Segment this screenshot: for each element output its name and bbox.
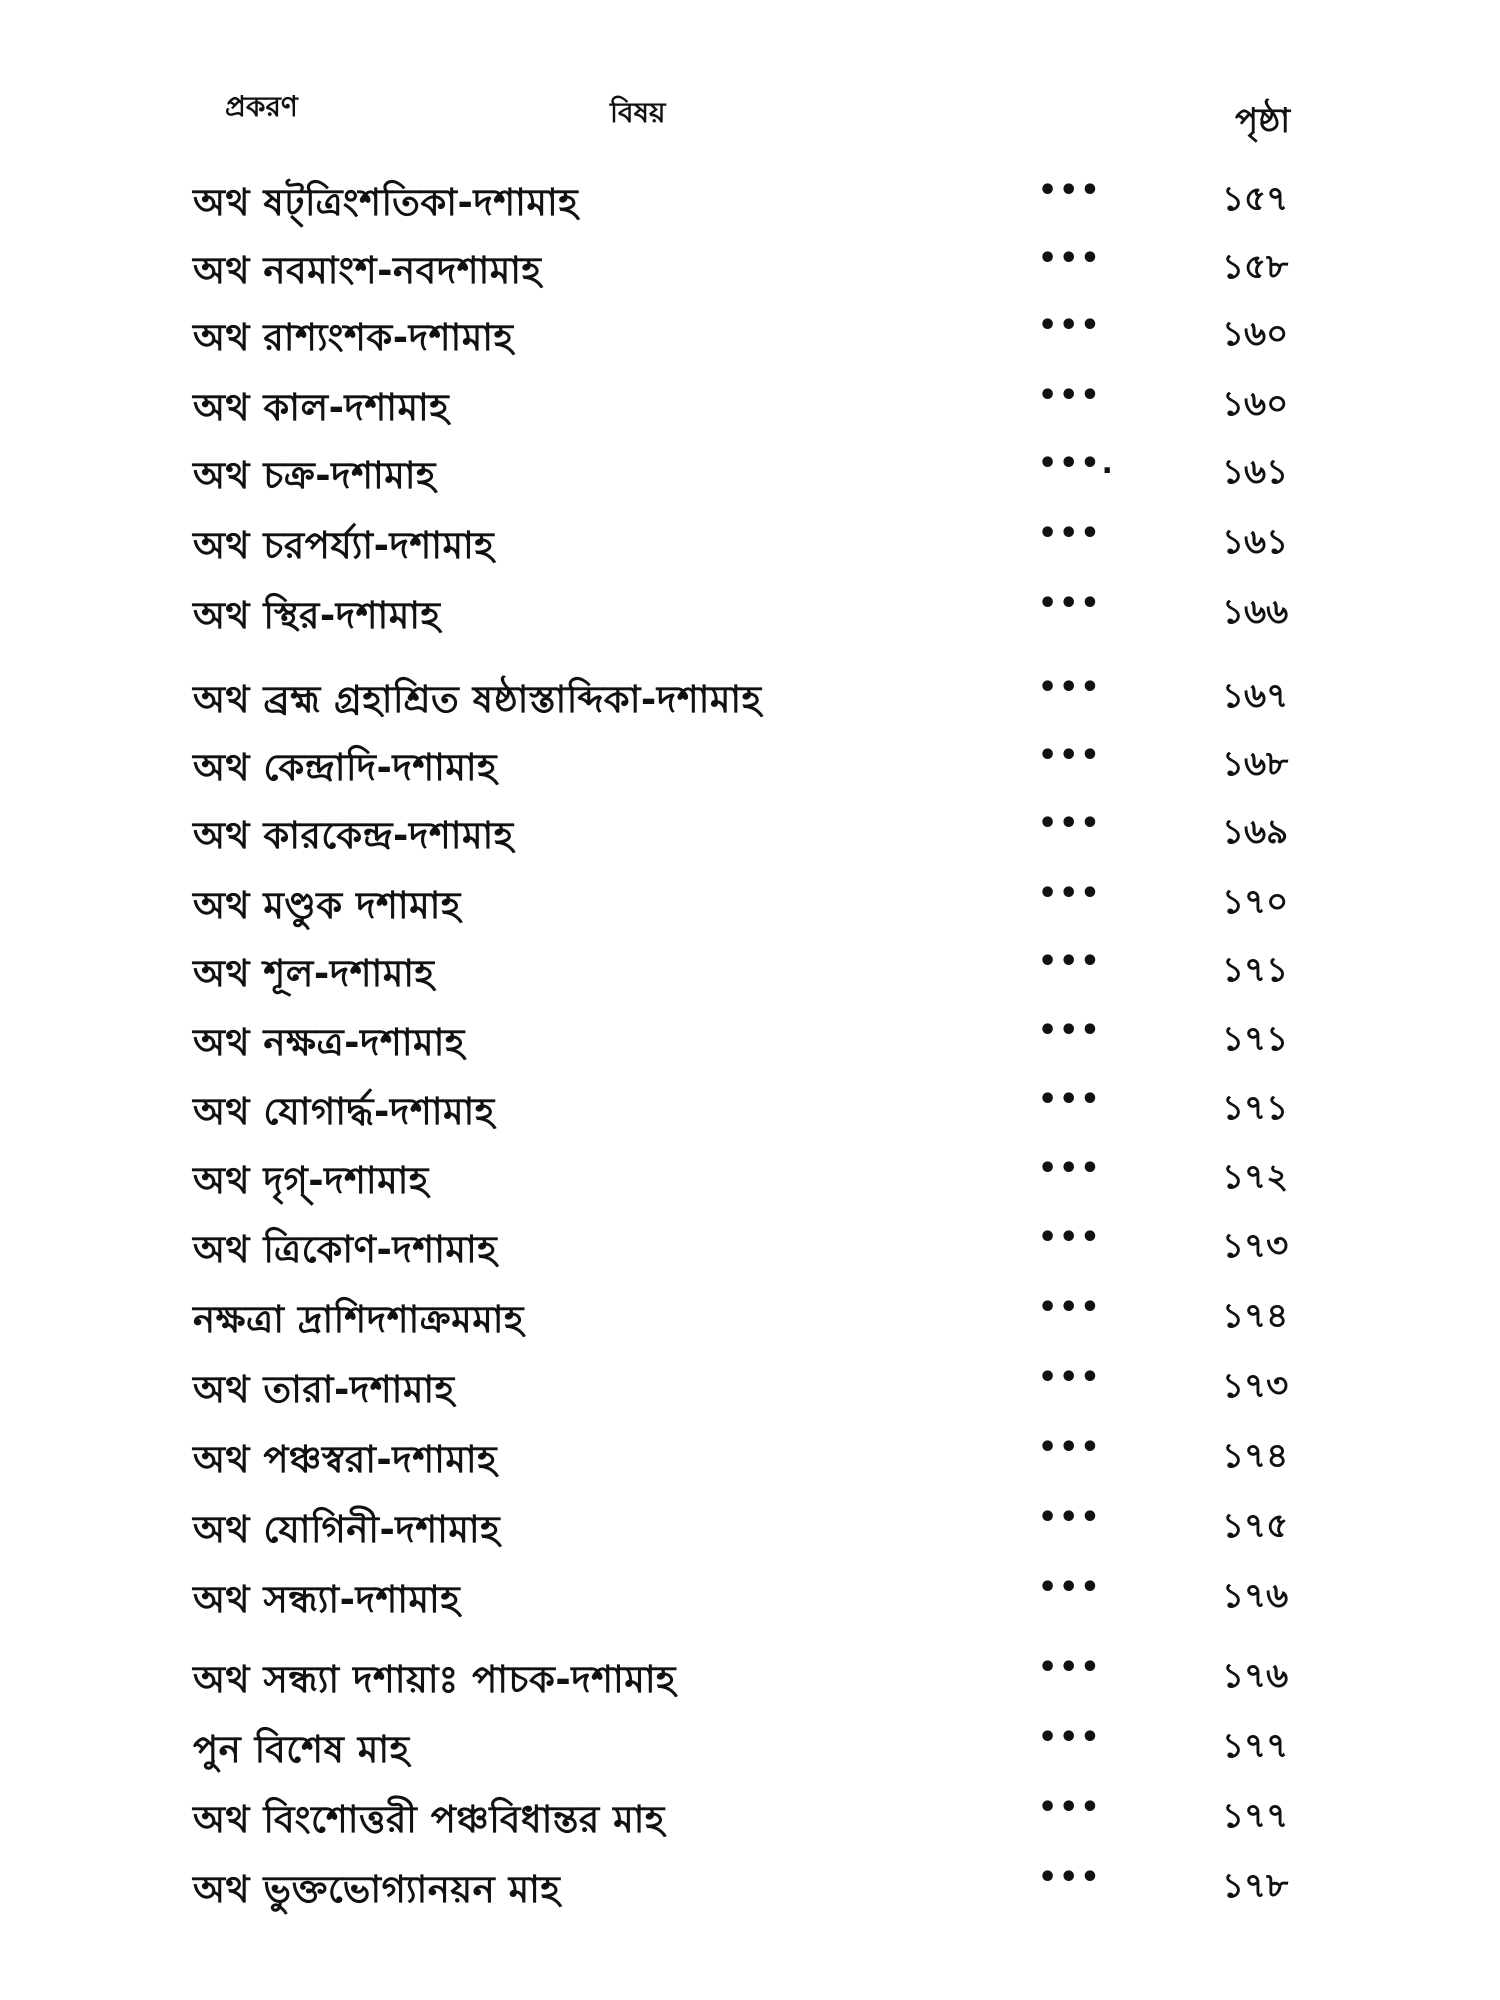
- leader-dots: •••: [1038, 1720, 1102, 1755]
- toc-entry-title: অথ নক্ষত্র-দশামাহ: [193, 1021, 465, 1064]
- toc-row: [0, 868, 1500, 928]
- subject-column-heading: বিষয়: [610, 96, 666, 129]
- leader-dots: •••: [1038, 1570, 1102, 1605]
- toc-row: [0, 1352, 1500, 1412]
- toc-entry-title: অথ চক্র-দশামাহ: [193, 454, 436, 497]
- toc-entry-page: ১৭৪: [1222, 1436, 1289, 1476]
- toc-entry-title: অথ পঞ্চস্বরা-দশামাহ: [193, 1438, 498, 1481]
- toc-entry-title: অথ কারকেন্দ্র-দশামাহ: [193, 814, 514, 857]
- toc-entry-title: অথ ভুক্তভোগ্যানয়ন মাহ: [193, 1868, 561, 1911]
- toc-row: [0, 1782, 1500, 1842]
- toc-entry-page: ১৭৬: [1222, 1656, 1289, 1696]
- leader-dots: •••: [1038, 944, 1102, 979]
- page-column-heading: পৃষ্ঠা: [1235, 101, 1291, 141]
- toc-entry-title: অথ শূল-দশামাহ: [193, 952, 435, 995]
- toc-entry-title: অথ চরপর্য্যা-দশামাহ: [193, 524, 495, 567]
- leader-dots: •••: [1038, 1220, 1102, 1255]
- toc-entry-title: অথ বিংশোত্তরী পঞ্চবিধান্তর মাহ: [193, 1798, 665, 1841]
- toc-entry-page: ১৭৪: [1222, 1296, 1289, 1336]
- toc-header: [0, 85, 1500, 145]
- toc-entry-title: অথ দৃগ্‌-দশামাহ: [193, 1159, 429, 1202]
- toc-entry-page: ১৬৭: [1222, 676, 1289, 716]
- toc-entry-page: ১৫৭: [1222, 179, 1289, 219]
- toc-row: [0, 1212, 1500, 1272]
- toc-entry-page: ১৬১: [1222, 522, 1289, 562]
- toc-entry-page: ১৭১: [1222, 1088, 1289, 1128]
- toc-entry-page: ১৬৮: [1222, 744, 1289, 784]
- toc-row: [0, 233, 1500, 293]
- leader-dots: •••: [1038, 876, 1102, 911]
- toc-row: [0, 1143, 1500, 1203]
- toc-row: [0, 798, 1500, 858]
- leader-dots: •••: [1038, 516, 1102, 551]
- leader-dots: •••: [1038, 670, 1102, 705]
- toc-row: [0, 730, 1500, 790]
- leader-dots: •••: [1038, 806, 1102, 841]
- leader-dots: •••.: [1038, 446, 1115, 481]
- toc-entry-page: ১৭১: [1222, 1019, 1289, 1059]
- leader-dots: •••: [1038, 241, 1102, 276]
- toc-entry-page: ১৫৮: [1222, 247, 1289, 287]
- leader-dots: •••: [1038, 308, 1102, 343]
- toc-entry-page: ১৭২: [1222, 1157, 1289, 1197]
- toc-row: [0, 300, 1500, 360]
- toc-entry-page: ১৭৩: [1222, 1366, 1289, 1406]
- leader-dots: •••: [1038, 738, 1102, 773]
- toc-entry-title: অথ সন্ধ্যা-দশামাহ: [193, 1578, 461, 1621]
- toc-row: [0, 1282, 1500, 1342]
- leader-dots: •••: [1038, 1290, 1102, 1325]
- leader-dots: •••: [1038, 1082, 1102, 1117]
- toc-row: [0, 662, 1500, 722]
- toc-entry-page: ১৬০: [1222, 314, 1289, 354]
- toc-entry-title: অথ মণ্ডুক দশামাহ: [193, 884, 461, 927]
- toc-row: [0, 1562, 1500, 1622]
- leader-dots: •••: [1038, 1013, 1102, 1048]
- toc-row: [0, 438, 1500, 498]
- toc-row: [0, 370, 1500, 430]
- toc-entry-title: অথ স্থির-দশামাহ: [193, 594, 441, 637]
- leader-dots: •••: [1038, 1151, 1102, 1186]
- section-column-heading: প্রকরণ: [225, 90, 298, 123]
- toc-row: [0, 1852, 1500, 1912]
- toc-entry-page: ১৭৭: [1222, 1796, 1289, 1836]
- leader-dots: •••: [1038, 586, 1102, 621]
- toc-entry-page: ১৭৩: [1222, 1226, 1289, 1266]
- toc-entry-title: অথ ত্রিকোণ-দশামাহ: [193, 1228, 498, 1271]
- toc-entry-page: ১৬০: [1222, 384, 1289, 424]
- toc-row: [0, 1492, 1500, 1552]
- toc-entry-title: অথ যোগিনী-দশামাহ: [193, 1508, 501, 1551]
- toc-row: [0, 1005, 1500, 1065]
- leader-dots: •••: [1038, 1650, 1102, 1685]
- toc-row: [0, 1642, 1500, 1702]
- toc-entry-title: নক্ষত্রা দ্রাশিদশাক্রমমাহ: [193, 1298, 524, 1341]
- toc-entry-title: অথ কাল-দশামাহ: [193, 386, 450, 429]
- leader-dots: •••: [1038, 378, 1102, 413]
- toc-entry-page: ১৬৯: [1222, 812, 1289, 852]
- toc-entry-title: অথ ষট্‌ত্রিংশতিকা-দশামাহ: [193, 181, 579, 224]
- toc-entry-title: অথ রাশ্যংশক-দশামাহ: [193, 316, 514, 359]
- leader-dots: •••: [1038, 1860, 1102, 1895]
- leader-dots: •••: [1038, 1360, 1102, 1395]
- toc-entry-title: অথ নবমাংশ-নবদশামাহ: [193, 249, 542, 292]
- toc-row: [0, 578, 1500, 638]
- leader-dots: •••: [1038, 1430, 1102, 1465]
- leader-dots: •••: [1038, 1500, 1102, 1535]
- toc-row: [0, 1712, 1500, 1772]
- toc-entry-page: ১৭৫: [1222, 1506, 1289, 1546]
- toc-entry-page: ১৭৬: [1222, 1576, 1289, 1616]
- toc-entry-title: অথ যোগার্দ্ধ-দশামাহ: [193, 1090, 495, 1133]
- toc-entry-page: ১৬১: [1222, 452, 1289, 492]
- toc-entry-title: অথ তারা-দশামাহ: [193, 1368, 455, 1411]
- toc-row: [0, 1422, 1500, 1482]
- leader-dots: •••: [1038, 1790, 1102, 1825]
- toc-entry-page: ১৬৬: [1222, 592, 1289, 632]
- toc-entry-page: ১৭০: [1222, 882, 1289, 922]
- toc-row: [0, 936, 1500, 996]
- toc-entry-page: ১৭১: [1222, 950, 1289, 990]
- toc-entry-title: অথ সন্ধ্যা দশায়াঃ পাচক-দশামাহ: [193, 1658, 676, 1701]
- toc-row: [0, 165, 1500, 225]
- toc-entry-page: ১৭৭: [1222, 1726, 1289, 1766]
- toc-row: [0, 1074, 1500, 1134]
- toc-entry-title: অথ ব্রহ্ম গ্রহাশ্রিত ষষ্ঠাস্তাব্দিকা-দশামাহ: [193, 678, 762, 721]
- leader-dots: •••: [1038, 173, 1102, 208]
- toc-row: [0, 508, 1500, 568]
- toc-entry-page: ১৭৮: [1222, 1866, 1289, 1906]
- toc-entry-title: পুন বিশেষ মাহ: [193, 1728, 410, 1771]
- toc-entry-title: অথ কেন্দ্রাদি-দশামাহ: [193, 746, 498, 789]
